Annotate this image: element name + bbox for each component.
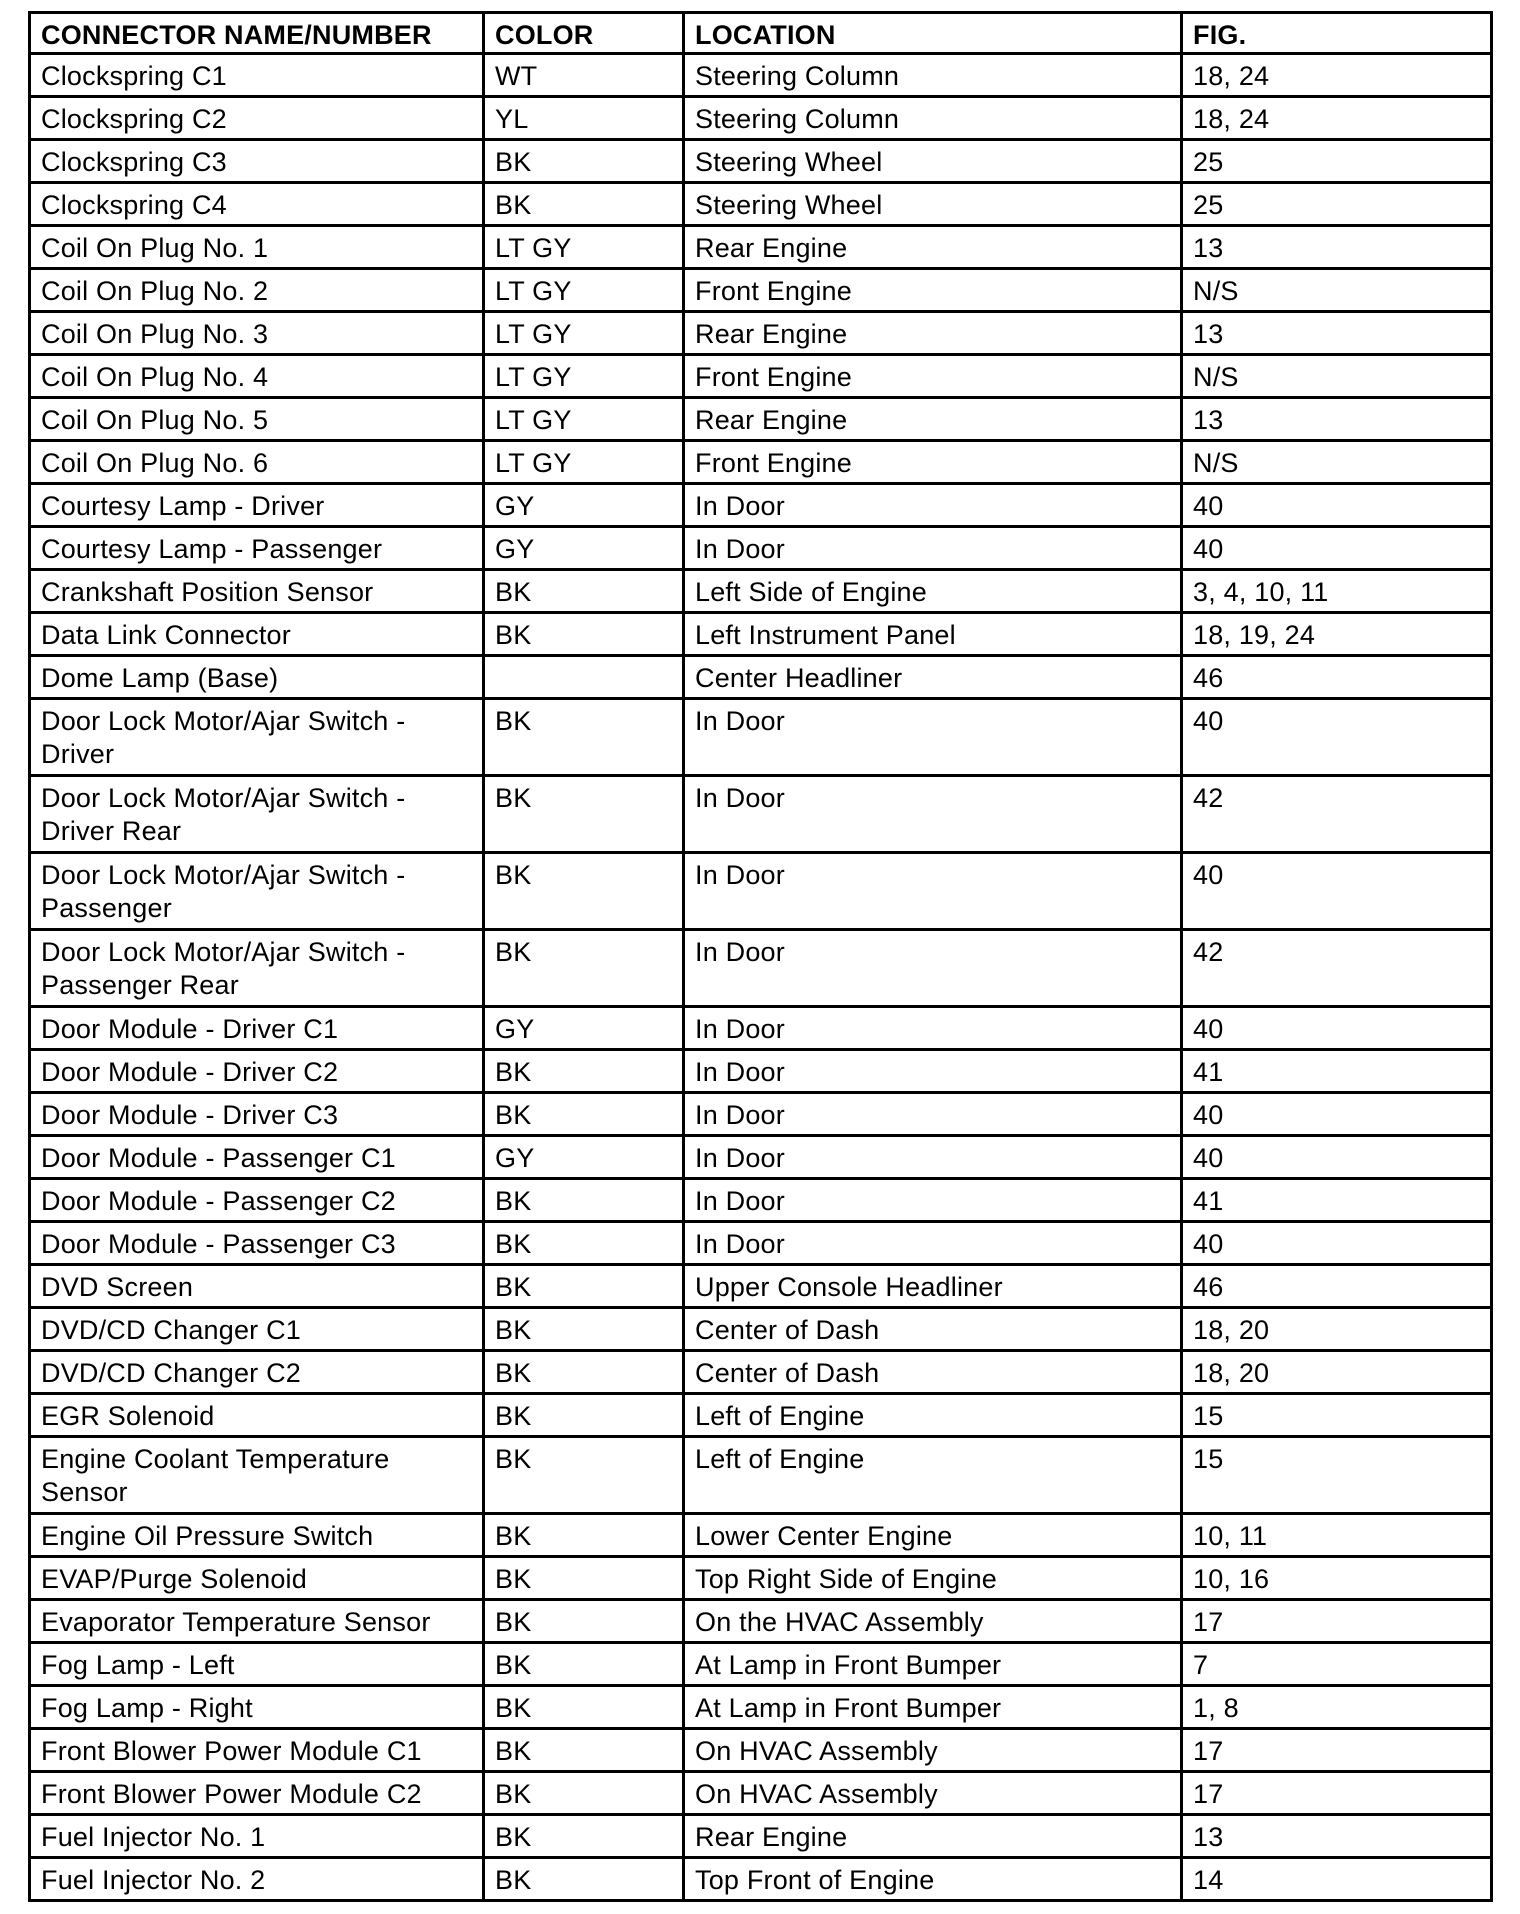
- location-cell: Rear Engine: [684, 312, 1182, 355]
- table-row: [30, 1351, 1492, 1394]
- color-cell: BK: [484, 1815, 684, 1858]
- location-cell: Steering Wheel: [684, 183, 1182, 226]
- connector-name-cell: Courtesy Lamp - Passenger: [30, 527, 484, 570]
- table-row: [30, 1007, 1492, 1050]
- color-cell: BK: [484, 1772, 684, 1815]
- location-cell: In Door: [684, 1050, 1182, 1093]
- connector-name-cell: Engine Coolant Temperature Sensor: [30, 1437, 484, 1514]
- table-row: [30, 398, 1492, 441]
- connector-name-cell: Fuel Injector No. 2: [30, 1858, 484, 1901]
- fig-cell: 42: [1182, 930, 1492, 1007]
- location-cell: In Door: [684, 776, 1182, 853]
- fig-cell: 15: [1182, 1437, 1492, 1514]
- location-cell: At Lamp in Front Bumper: [684, 1643, 1182, 1686]
- color-cell: LT GY: [484, 355, 684, 398]
- location-cell: In Door: [684, 853, 1182, 930]
- connector-name-cell: Fog Lamp - Left: [30, 1643, 484, 1686]
- location-cell: Steering Column: [684, 97, 1182, 140]
- fig-cell: 41: [1182, 1179, 1492, 1222]
- fig-cell: 46: [1182, 656, 1492, 699]
- location-cell: Center of Dash: [684, 1308, 1182, 1351]
- color-cell: BK: [484, 1093, 684, 1136]
- table-row: [30, 1557, 1492, 1600]
- table-row: [30, 1729, 1492, 1772]
- color-cell: BK: [484, 1643, 684, 1686]
- table-row: [30, 776, 1492, 853]
- location-cell: Front Engine: [684, 355, 1182, 398]
- color-cell: WT: [484, 54, 684, 97]
- fig-cell: 13: [1182, 398, 1492, 441]
- color-cell: BK: [484, 1308, 684, 1351]
- color-cell: BK: [484, 1858, 684, 1901]
- location-cell: On the HVAC Assembly: [684, 1600, 1182, 1643]
- color-cell: BK: [484, 776, 684, 853]
- location-cell: Top Front of Engine: [684, 1858, 1182, 1901]
- table-body: [30, 54, 1492, 1901]
- location-cell: Steering Wheel: [684, 140, 1182, 183]
- fig-cell: 13: [1182, 312, 1492, 355]
- table-row: [30, 527, 1492, 570]
- connector-name-cell: Engine Oil Pressure Switch: [30, 1514, 484, 1557]
- fig-cell: 18, 24: [1182, 54, 1492, 97]
- location-cell: Left of Engine: [684, 1437, 1182, 1514]
- table-row: [30, 1179, 1492, 1222]
- location-cell: In Door: [684, 1222, 1182, 1265]
- connector-name-cell: Clockspring C4: [30, 183, 484, 226]
- table-header: [30, 13, 1492, 54]
- table-row: [30, 269, 1492, 312]
- color-cell: BK: [484, 699, 684, 776]
- table-row: [30, 441, 1492, 484]
- connector-name-cell: EVAP/Purge Solenoid: [30, 1557, 484, 1600]
- connector-name-cell: Coil On Plug No. 3: [30, 312, 484, 355]
- color-cell: BK: [484, 570, 684, 613]
- header-color: COLOR: [484, 13, 684, 54]
- fig-cell: 40: [1182, 1007, 1492, 1050]
- location-cell: In Door: [684, 1093, 1182, 1136]
- location-cell: On HVAC Assembly: [684, 1729, 1182, 1772]
- table-row: [30, 853, 1492, 930]
- location-cell: In Door: [684, 484, 1182, 527]
- color-cell: BK: [484, 1729, 684, 1772]
- location-cell: On HVAC Assembly: [684, 1772, 1182, 1815]
- fig-cell: 40: [1182, 527, 1492, 570]
- connector-name-cell: Evaporator Temperature Sensor: [30, 1600, 484, 1643]
- connector-name-cell: Door Module - Driver C1: [30, 1007, 484, 1050]
- fig-cell: 3, 4, 10, 11: [1182, 570, 1492, 613]
- fig-cell: 17: [1182, 1600, 1492, 1643]
- fig-cell: 17: [1182, 1729, 1492, 1772]
- location-cell: In Door: [684, 699, 1182, 776]
- table-row: [30, 1514, 1492, 1557]
- location-cell: In Door: [684, 1007, 1182, 1050]
- connector-name-cell: Door Lock Motor/Ajar Switch - Driver Rear: [30, 776, 484, 853]
- location-cell: In Door: [684, 930, 1182, 1007]
- location-cell: Steering Column: [684, 54, 1182, 97]
- fig-cell: 18, 20: [1182, 1308, 1492, 1351]
- fig-cell: 17: [1182, 1772, 1492, 1815]
- color-cell: BK: [484, 183, 684, 226]
- color-cell: BK: [484, 1050, 684, 1093]
- connector-name-cell: Coil On Plug No. 1: [30, 226, 484, 269]
- fig-cell: N/S: [1182, 441, 1492, 484]
- fig-cell: 13: [1182, 1815, 1492, 1858]
- fig-cell: 40: [1182, 484, 1492, 527]
- table-row: [30, 1643, 1492, 1686]
- location-cell: Upper Console Headliner: [684, 1265, 1182, 1308]
- color-cell: YL: [484, 97, 684, 140]
- connector-name-cell: Door Lock Motor/Ajar Switch - Passenger: [30, 853, 484, 930]
- location-cell: Front Engine: [684, 441, 1182, 484]
- fig-cell: 46: [1182, 1265, 1492, 1308]
- location-cell: Top Right Side of Engine: [684, 1557, 1182, 1600]
- table-row: [30, 613, 1492, 656]
- fig-cell: 18, 24: [1182, 97, 1492, 140]
- connector-name-cell: Door Lock Motor/Ajar Switch - Driver: [30, 699, 484, 776]
- color-cell: LT GY: [484, 398, 684, 441]
- table-row: [30, 1772, 1492, 1815]
- connector-name-cell: Coil On Plug No. 5: [30, 398, 484, 441]
- table-row: [30, 1600, 1492, 1643]
- header-row: [30, 13, 1492, 54]
- connector-name-cell: Crankshaft Position Sensor: [30, 570, 484, 613]
- table-row: [30, 484, 1492, 527]
- table-row: [30, 1394, 1492, 1437]
- table-row: [30, 312, 1492, 355]
- connector-name-cell: Dome Lamp (Base): [30, 656, 484, 699]
- fig-cell: 42: [1182, 776, 1492, 853]
- fig-cell: 14: [1182, 1858, 1492, 1901]
- table-row: [30, 1437, 1492, 1514]
- connector-name-cell: Door Module - Passenger C2: [30, 1179, 484, 1222]
- connector-name-cell: Clockspring C1: [30, 54, 484, 97]
- table-row: [30, 1136, 1492, 1179]
- color-cell: LT GY: [484, 441, 684, 484]
- color-cell: BK: [484, 1437, 684, 1514]
- table-row: [30, 930, 1492, 1007]
- header-connector-name: CONNECTOR NAME/NUMBER: [30, 13, 484, 54]
- connector-name-cell: Clockspring C3: [30, 140, 484, 183]
- fig-cell: 40: [1182, 1093, 1492, 1136]
- color-cell: BK: [484, 1514, 684, 1557]
- location-cell: Left of Engine: [684, 1394, 1182, 1437]
- connector-name-cell: DVD Screen: [30, 1265, 484, 1308]
- fig-cell: 13: [1182, 226, 1492, 269]
- table-row: [30, 183, 1492, 226]
- location-cell: In Door: [684, 1136, 1182, 1179]
- table-row: [30, 570, 1492, 613]
- table-row: [30, 1308, 1492, 1351]
- table-row: [30, 699, 1492, 776]
- fig-cell: 18, 20: [1182, 1351, 1492, 1394]
- location-cell: Front Engine: [684, 269, 1182, 312]
- fig-cell: 40: [1182, 699, 1492, 776]
- color-cell: BK: [484, 1557, 684, 1600]
- connector-name-cell: Fog Lamp - Right: [30, 1686, 484, 1729]
- location-cell: Rear Engine: [684, 398, 1182, 441]
- header-fig: FIG.: [1182, 13, 1492, 54]
- location-cell: Center of Dash: [684, 1351, 1182, 1394]
- color-cell: BK: [484, 1179, 684, 1222]
- connector-name-cell: DVD/CD Changer C1: [30, 1308, 484, 1351]
- table-row: [30, 355, 1492, 398]
- fig-cell: 18, 19, 24: [1182, 613, 1492, 656]
- connector-table: [28, 11, 1493, 1902]
- color-cell: GY: [484, 484, 684, 527]
- location-cell: Lower Center Engine: [684, 1514, 1182, 1557]
- connector-name-cell: Coil On Plug No. 4: [30, 355, 484, 398]
- location-cell: Center Headliner: [684, 656, 1182, 699]
- location-cell: At Lamp in Front Bumper: [684, 1686, 1182, 1729]
- connector-name-cell: Front Blower Power Module C1: [30, 1729, 484, 1772]
- location-cell: In Door: [684, 527, 1182, 570]
- color-cell: LT GY: [484, 269, 684, 312]
- color-cell: GY: [484, 1136, 684, 1179]
- connector-name-cell: Clockspring C2: [30, 97, 484, 140]
- table-row: [30, 1858, 1492, 1901]
- fig-cell: 10, 16: [1182, 1557, 1492, 1600]
- fig-cell: 25: [1182, 183, 1492, 226]
- color-cell: BK: [484, 1351, 684, 1394]
- connector-table-sheet: [28, 11, 1490, 1902]
- color-cell: BK: [484, 853, 684, 930]
- color-cell: BK: [484, 1265, 684, 1308]
- color-cell: GY: [484, 527, 684, 570]
- connector-name-cell: Door Lock Motor/Ajar Switch - Passenger Rear: [30, 930, 484, 1007]
- fig-cell: N/S: [1182, 355, 1492, 398]
- fig-cell: 7: [1182, 1643, 1492, 1686]
- location-cell: Left Side of Engine: [684, 570, 1182, 613]
- location-cell: Rear Engine: [684, 1815, 1182, 1858]
- table-row: [30, 1686, 1492, 1729]
- fig-cell: 41: [1182, 1050, 1492, 1093]
- location-cell: Left Instrument Panel: [684, 613, 1182, 656]
- table-row: [30, 656, 1492, 699]
- location-cell: Rear Engine: [684, 226, 1182, 269]
- connector-name-cell: Door Module - Passenger C1: [30, 1136, 484, 1179]
- table-row: [30, 1815, 1492, 1858]
- fig-cell: 10, 11: [1182, 1514, 1492, 1557]
- fig-cell: 15: [1182, 1394, 1492, 1437]
- table-row: [30, 1222, 1492, 1265]
- table-row: [30, 54, 1492, 97]
- connector-name-cell: Coil On Plug No. 6: [30, 441, 484, 484]
- fig-cell: 25: [1182, 140, 1492, 183]
- connector-name-cell: EGR Solenoid: [30, 1394, 484, 1437]
- table-row: [30, 140, 1492, 183]
- connector-name-cell: Door Module - Driver C3: [30, 1093, 484, 1136]
- color-cell: BK: [484, 613, 684, 656]
- color-cell: GY: [484, 1007, 684, 1050]
- color-cell: BK: [484, 1222, 684, 1265]
- fig-cell: 40: [1182, 1222, 1492, 1265]
- table-row: [30, 97, 1492, 140]
- table-row: [30, 1050, 1492, 1093]
- connector-name-cell: Front Blower Power Module C2: [30, 1772, 484, 1815]
- color-cell: BK: [484, 1600, 684, 1643]
- connector-name-cell: Data Link Connector: [30, 613, 484, 656]
- color-cell: BK: [484, 1394, 684, 1437]
- connector-name-cell: Coil On Plug No. 2: [30, 269, 484, 312]
- color-cell: [484, 656, 684, 699]
- color-cell: BK: [484, 930, 684, 1007]
- color-cell: BK: [484, 140, 684, 183]
- color-cell: BK: [484, 1686, 684, 1729]
- connector-name-cell: Door Module - Passenger C3: [30, 1222, 484, 1265]
- fig-cell: 40: [1182, 1136, 1492, 1179]
- connector-name-cell: Fuel Injector No. 1: [30, 1815, 484, 1858]
- table-row: [30, 226, 1492, 269]
- fig-cell: 40: [1182, 853, 1492, 930]
- fig-cell: N/S: [1182, 269, 1492, 312]
- connector-name-cell: Courtesy Lamp - Driver: [30, 484, 484, 527]
- color-cell: LT GY: [484, 226, 684, 269]
- location-cell: In Door: [684, 1179, 1182, 1222]
- color-cell: LT GY: [484, 312, 684, 355]
- table-row: [30, 1093, 1492, 1136]
- fig-cell: 1, 8: [1182, 1686, 1492, 1729]
- table-row: [30, 1265, 1492, 1308]
- header-location: LOCATION: [684, 13, 1182, 54]
- connector-name-cell: DVD/CD Changer C2: [30, 1351, 484, 1394]
- connector-name-cell: Door Module - Driver C2: [30, 1050, 484, 1093]
